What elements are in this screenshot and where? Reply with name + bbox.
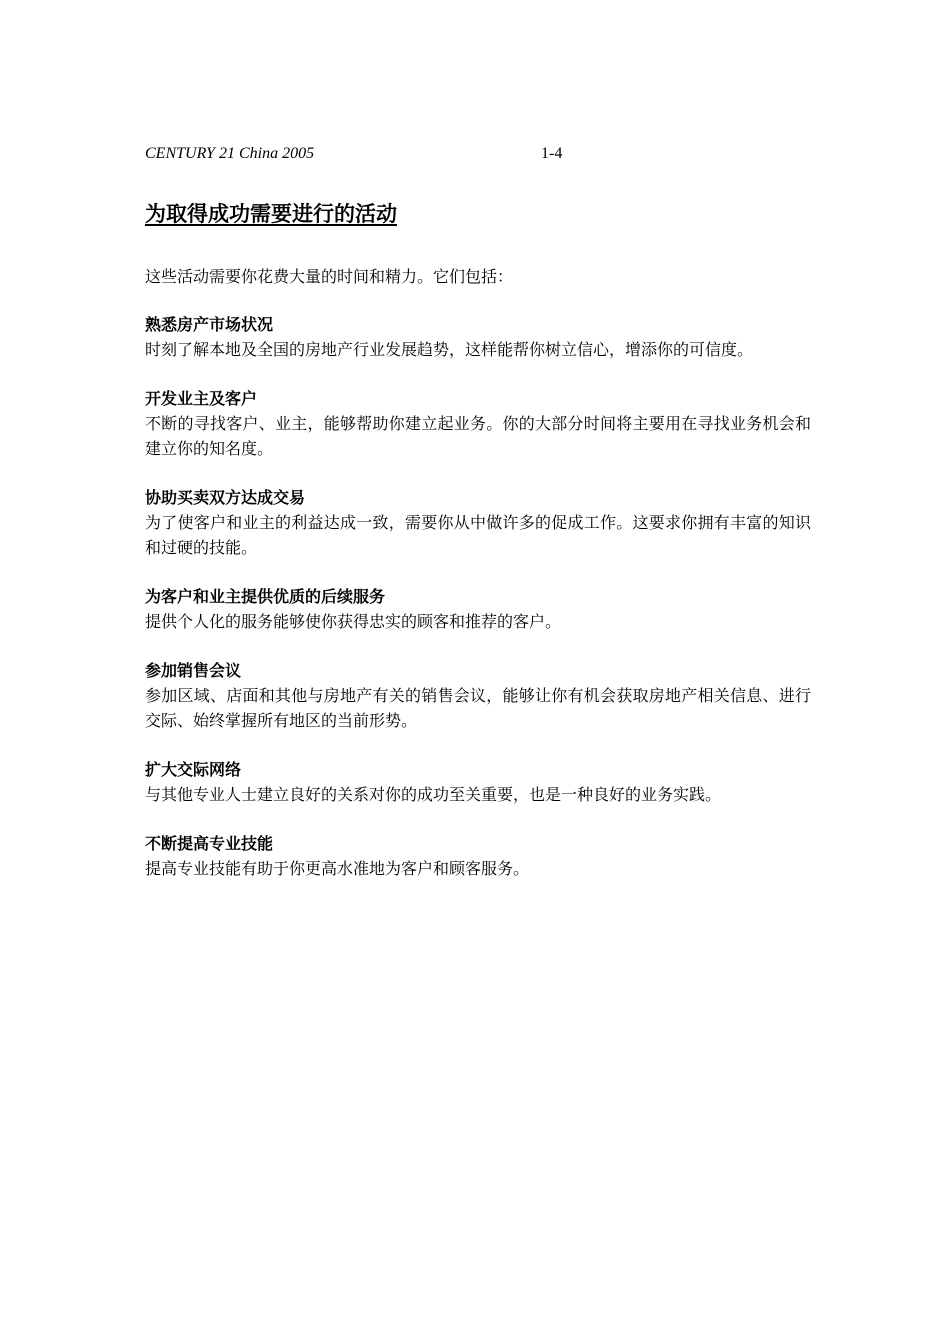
section-sales-meetings	[145, 658, 811, 733]
section-heading: 参加销售会议	[145, 661, 242, 680]
section-heading: 熟悉房产市场状况	[145, 315, 274, 334]
section-develop-clients	[145, 386, 811, 461]
section-heading: 开发业主及客户	[145, 389, 258, 408]
section-networking	[145, 757, 811, 807]
section-heading: 不断提高专业技能	[145, 834, 274, 853]
section-professional-skills	[145, 831, 811, 881]
section-follow-up-service	[145, 584, 811, 634]
section-heading: 协助买卖双方达成交易	[145, 488, 306, 507]
section-body: 提高专业技能有助于你更高水准地为客户和顾客服务。	[145, 859, 530, 878]
section-body: 参加区域、店面和其他与房地产有关的销售会议，能够让你有机会获取房地产相关信息、进行交际、始终掌握所有地区的当前形势。	[145, 686, 811, 730]
section-body: 与其他专业人士建立良好的关系对你的成功至关重要，也是一种良好的业务实践。	[145, 785, 722, 804]
section-body: 为了使客户和业主的利益达成一致，需要你从中做许多的促成工作。这要求你拥有丰富的知识和过硬的技能。	[145, 513, 811, 557]
section-body: 时刻了解本地及全国的房地产行业发展趋势，这样能帮你树立信心，增添你的可信度。	[145, 340, 754, 359]
intro-paragraph: 这些活动需要你花费大量的时间和精力。它们包括：	[145, 267, 514, 286]
section-facilitate-deals	[145, 485, 811, 560]
section-body: 提供个人化的服务能够使你获得忠实的顾客和推荐的客户。	[145, 612, 562, 631]
page-number: 1-4	[541, 145, 563, 162]
section-heading: 扩大交际网络	[145, 760, 242, 779]
section-body: 不断的寻找客户、业主，能够帮助你建立起业务。你的大部分时间将主要用在寻找业务机会和建立你的知名度。	[145, 414, 811, 458]
section-market-knowledge	[145, 312, 811, 362]
section-heading: 为客户和业主提供优质的后续服务	[145, 587, 386, 606]
page-title: 为取得成功需要进行的活动	[145, 201, 397, 226]
header-title: CENTURY 21 China 2005	[145, 145, 315, 162]
content-body	[145, 264, 811, 905]
